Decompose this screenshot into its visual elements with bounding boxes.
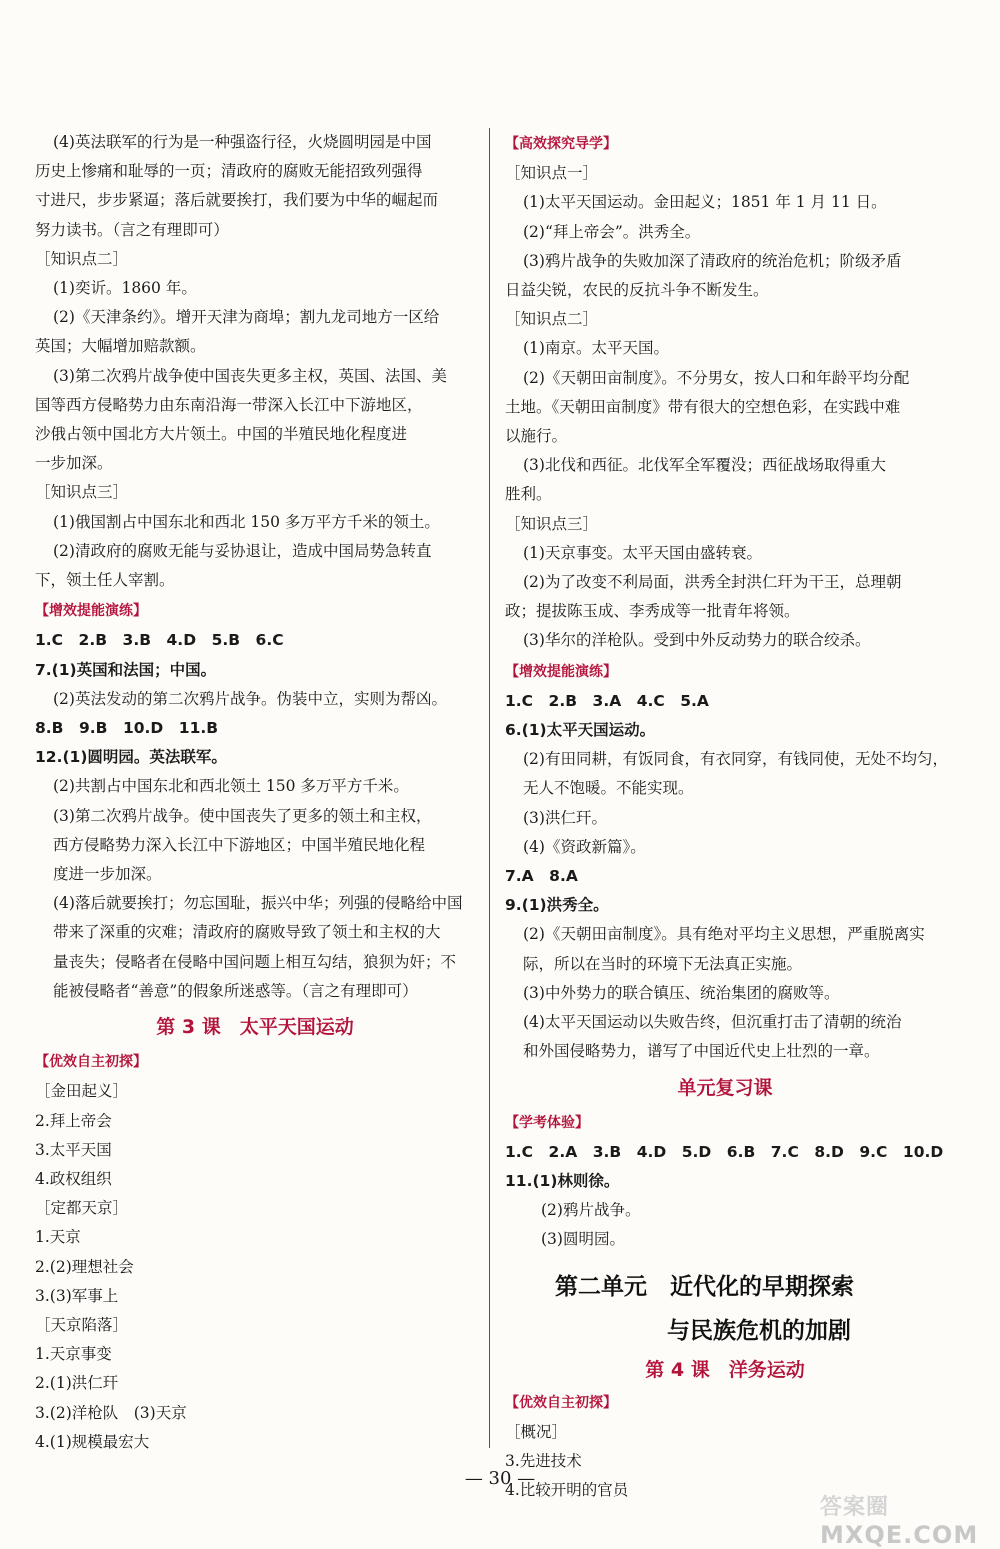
unit-title-line-2: 与民族危机的加剧 bbox=[667, 1317, 851, 1344]
text-line: (1)南京。太平天国。 bbox=[523, 339, 669, 358]
section-tag: 【学考体验】 bbox=[505, 1114, 589, 1131]
text-line: 4.政权组织 bbox=[35, 1169, 112, 1188]
text-line: ［定都天京］ bbox=[35, 1199, 129, 1218]
text-line: 2.(2)理想社会 bbox=[35, 1257, 134, 1276]
text-line: 无人不饱暖。不能实现。 bbox=[523, 779, 694, 798]
text-line: 日益尖锐，农民的反抗斗争不断发生。 bbox=[505, 281, 769, 300]
text-line: (1)太平天国运动。金田起义；1851 年 1 月 11 日。 bbox=[523, 193, 887, 212]
watermark-text-top: 答案圈 bbox=[820, 1495, 890, 1520]
text-line: (4)英法联军的行为是一种强盗行径，火烧圆明园是中国 bbox=[53, 133, 432, 151]
text-line: ［知识点三］ bbox=[505, 514, 599, 533]
text-line: 2.拜上帝会 bbox=[35, 1111, 112, 1130]
text-line: (1)俄国割占中国东北和西北 150 多万平方千米的领土。 bbox=[53, 512, 440, 531]
text-line: 4.(1)规模最宏大 bbox=[35, 1432, 150, 1451]
text-line: (2)《天朝田亩制度》。不分男女，按人口和年龄平均分配 bbox=[523, 368, 910, 387]
page-number: — 30 — bbox=[464, 1468, 536, 1489]
text-line: 寸进尺，步步紧逼；落后就要挨打，我们要为中华的崛起而 bbox=[35, 191, 439, 210]
text-line: (4)《资政新篇》。 bbox=[523, 837, 646, 856]
text-line: 以施行。 bbox=[505, 427, 568, 446]
watermark-text-bottom: MXQE.COM bbox=[820, 1521, 979, 1549]
text-line: (2)英法发动的第二次鸦片战争。伪装中立，实则为帮凶。 bbox=[53, 689, 447, 708]
text-line: 带来了深重的灾难；清政府的腐败导致了领土和主权的大 bbox=[53, 923, 441, 942]
section-tag: 【优效自主初探】 bbox=[505, 1394, 617, 1411]
section-tag: 【增效提能演练】 bbox=[35, 603, 147, 620]
text-line: 量丧失；侵略者在侵略中国问题上相互勾结，狼狈为奸；不 bbox=[53, 952, 457, 971]
text-line: 1.C 2.A 3.B 4.D 5.D 6.B 7.C 8.D 9.C 10.D bbox=[505, 1142, 944, 1161]
text-line: (2)有田同耕，有饭同食，有衣同穿，有钱同使，无处不均匀， bbox=[523, 750, 948, 769]
text-line: 1.天京事变 bbox=[35, 1345, 112, 1364]
text-line: (2)鸦片战争。 bbox=[541, 1201, 641, 1220]
text-line: (2)清政府的腐败无能与妥协退让，造成中国局势急转直 bbox=[53, 541, 432, 560]
text-line: 4.比较开明的官员 bbox=[505, 1481, 629, 1500]
section-tag: 【优效自主初探】 bbox=[35, 1054, 147, 1071]
section-tag: 【增效提能演练】 bbox=[505, 663, 617, 680]
text-line: (3)鸦片战争的失败加深了清政府的统治危机；阶级矛盾 bbox=[523, 251, 902, 270]
text-line: (2)《天津条约》。增开天津为商埠；割九龙司地方一区给 bbox=[53, 308, 440, 327]
text-line: (3)北伐和西征。北伐军全军覆没；西征战场取得重大 bbox=[523, 456, 886, 475]
text-line: ［知识点二］ bbox=[505, 310, 599, 329]
text-line: 7.A 8.A bbox=[505, 867, 578, 886]
text-line: 3.(2)洋枪队 (3)天京 bbox=[35, 1403, 187, 1422]
text-line: (3)华尔的洋枪队。受到中外反动势力的联合绞杀。 bbox=[523, 631, 871, 650]
text-line: 努力读书。（言之有理即可） bbox=[35, 220, 229, 239]
text-line: (4)太平天国运动以失败告终，但沉重打击了清朝的统治 bbox=[523, 1013, 902, 1032]
text-line: 和外国侵略势力，谱写了中国近代史上壮烈的一章。 bbox=[523, 1042, 880, 1061]
text-line: 9.(1)洪秀全。 bbox=[505, 896, 609, 915]
text-line: (4)落后就要挨打；勿忘国耻，振兴中华；列强的侵略给中国 bbox=[53, 894, 463, 913]
text-line: 6.(1)太平天国运动。 bbox=[505, 721, 656, 740]
text-line: 7.(1)英国和法国；中国。 bbox=[35, 660, 217, 679]
text-line: (2)为了改变不利局面，洪秀全封洪仁玕为干王，总理朝 bbox=[523, 573, 902, 592]
text-line: ［知识点三］ bbox=[35, 483, 129, 502]
text-line: 土地。《天朝田亩制度》带有很大的空想色彩，在实践中难 bbox=[505, 397, 901, 416]
text-line: (3)洪仁玕。 bbox=[523, 808, 607, 827]
text-line: 国等西方侵略势力由东南沿海一带深入长江中下游地区， bbox=[35, 395, 423, 414]
text-line: ［概况］ bbox=[505, 1422, 568, 1441]
text-line: 3.先进技术 bbox=[505, 1451, 582, 1470]
unit-title-line-1: 第二单元 近代化的早期探索 bbox=[555, 1273, 854, 1300]
text-line: 度进一步加深。 bbox=[53, 865, 162, 884]
column-divider bbox=[489, 128, 490, 1448]
text-line: 西方侵略势力深入长江中下游地区；中国半殖民地化程 bbox=[53, 835, 426, 854]
lesson-title: 第 3 课 太平天国运动 bbox=[156, 1016, 354, 1039]
text-line: 1.C 2.B 3.A 4.C 5.A bbox=[505, 691, 709, 710]
text-line: (2)《天朝田亩制度》。具有绝对平均主义思想，严重脱离实 bbox=[523, 925, 925, 944]
right-column bbox=[505, 128, 948, 1505]
section-tag: 【高效探究导学】 bbox=[505, 136, 617, 152]
text-line: 英国；大幅增加赔款额。 bbox=[35, 337, 206, 356]
right-column-body bbox=[505, 130, 948, 1255]
text-line: 下，领土任人宰割。 bbox=[35, 571, 175, 590]
text-line: 11.(1)林则徐。 bbox=[505, 1171, 620, 1190]
text-line: ［知识点二］ bbox=[35, 249, 129, 268]
text-line: (2)“拜上帝会”。洪秀全。 bbox=[523, 222, 701, 241]
text-line: 3.(3)军事上 bbox=[35, 1286, 119, 1305]
text-line: 8.B 9.B 10.D 11.B bbox=[35, 719, 219, 738]
watermark-logo bbox=[820, 1490, 990, 1549]
text-line: ［金田起义］ bbox=[35, 1082, 129, 1101]
text-line: 际，所以在当时的环境下无法真正实施。 bbox=[523, 954, 803, 973]
lesson-4-title: 第 4 课 洋务运动 bbox=[645, 1358, 805, 1381]
text-line: 3.太平天国 bbox=[35, 1140, 112, 1159]
text-line: 能被侵略者“善意”的假象所迷惑等。（言之有理即可） bbox=[53, 981, 418, 1000]
text-line: (3)圆明园。 bbox=[541, 1230, 625, 1249]
text-line: ［知识点一］ bbox=[505, 164, 599, 183]
text-line: (2)共割占中国东北和西北领土 150 多万平方千米。 bbox=[53, 777, 409, 796]
text-line: 政；提拔陈玉成、李秀成等一批青年将领。 bbox=[505, 602, 800, 621]
text-line: (3)第二次鸦片战争。使中国丧失了更多的领土和主权， bbox=[53, 806, 432, 825]
text-line: 一步加深。 bbox=[35, 454, 113, 473]
text-line: (1)奕䜣。1860 年。 bbox=[53, 279, 197, 298]
text-line: 胜利。 bbox=[505, 485, 552, 504]
text-line: 历史上惨痛和耻辱的一页；清政府的腐败无能招致列强得 bbox=[35, 162, 423, 181]
text-line: (1)天京事变。太平天国由盛转衰。 bbox=[523, 543, 762, 562]
text-line: (3)中外势力的联合镇压、统治集团的腐败等。 bbox=[523, 983, 840, 1002]
text-line: ［天京陷落］ bbox=[35, 1315, 129, 1334]
text-line: 1.C 2.B 3.B 4.D 5.B 6.C bbox=[35, 631, 284, 650]
text-line: 沙俄占领中国北方大片领土。中国的半殖民地化程度进 bbox=[35, 425, 408, 444]
text-line: 2.(1)洪仁玕 bbox=[35, 1374, 119, 1393]
text-line: 12.(1)圆明园。英法联军。 bbox=[35, 748, 227, 767]
text-line: 1.天京 bbox=[35, 1228, 81, 1247]
left-column bbox=[35, 128, 475, 1457]
text-line: (3)第二次鸦片战争使中国丧失更多主权，英国、法国、美 bbox=[53, 366, 447, 385]
lesson-title: 单元复习课 bbox=[677, 1076, 773, 1099]
